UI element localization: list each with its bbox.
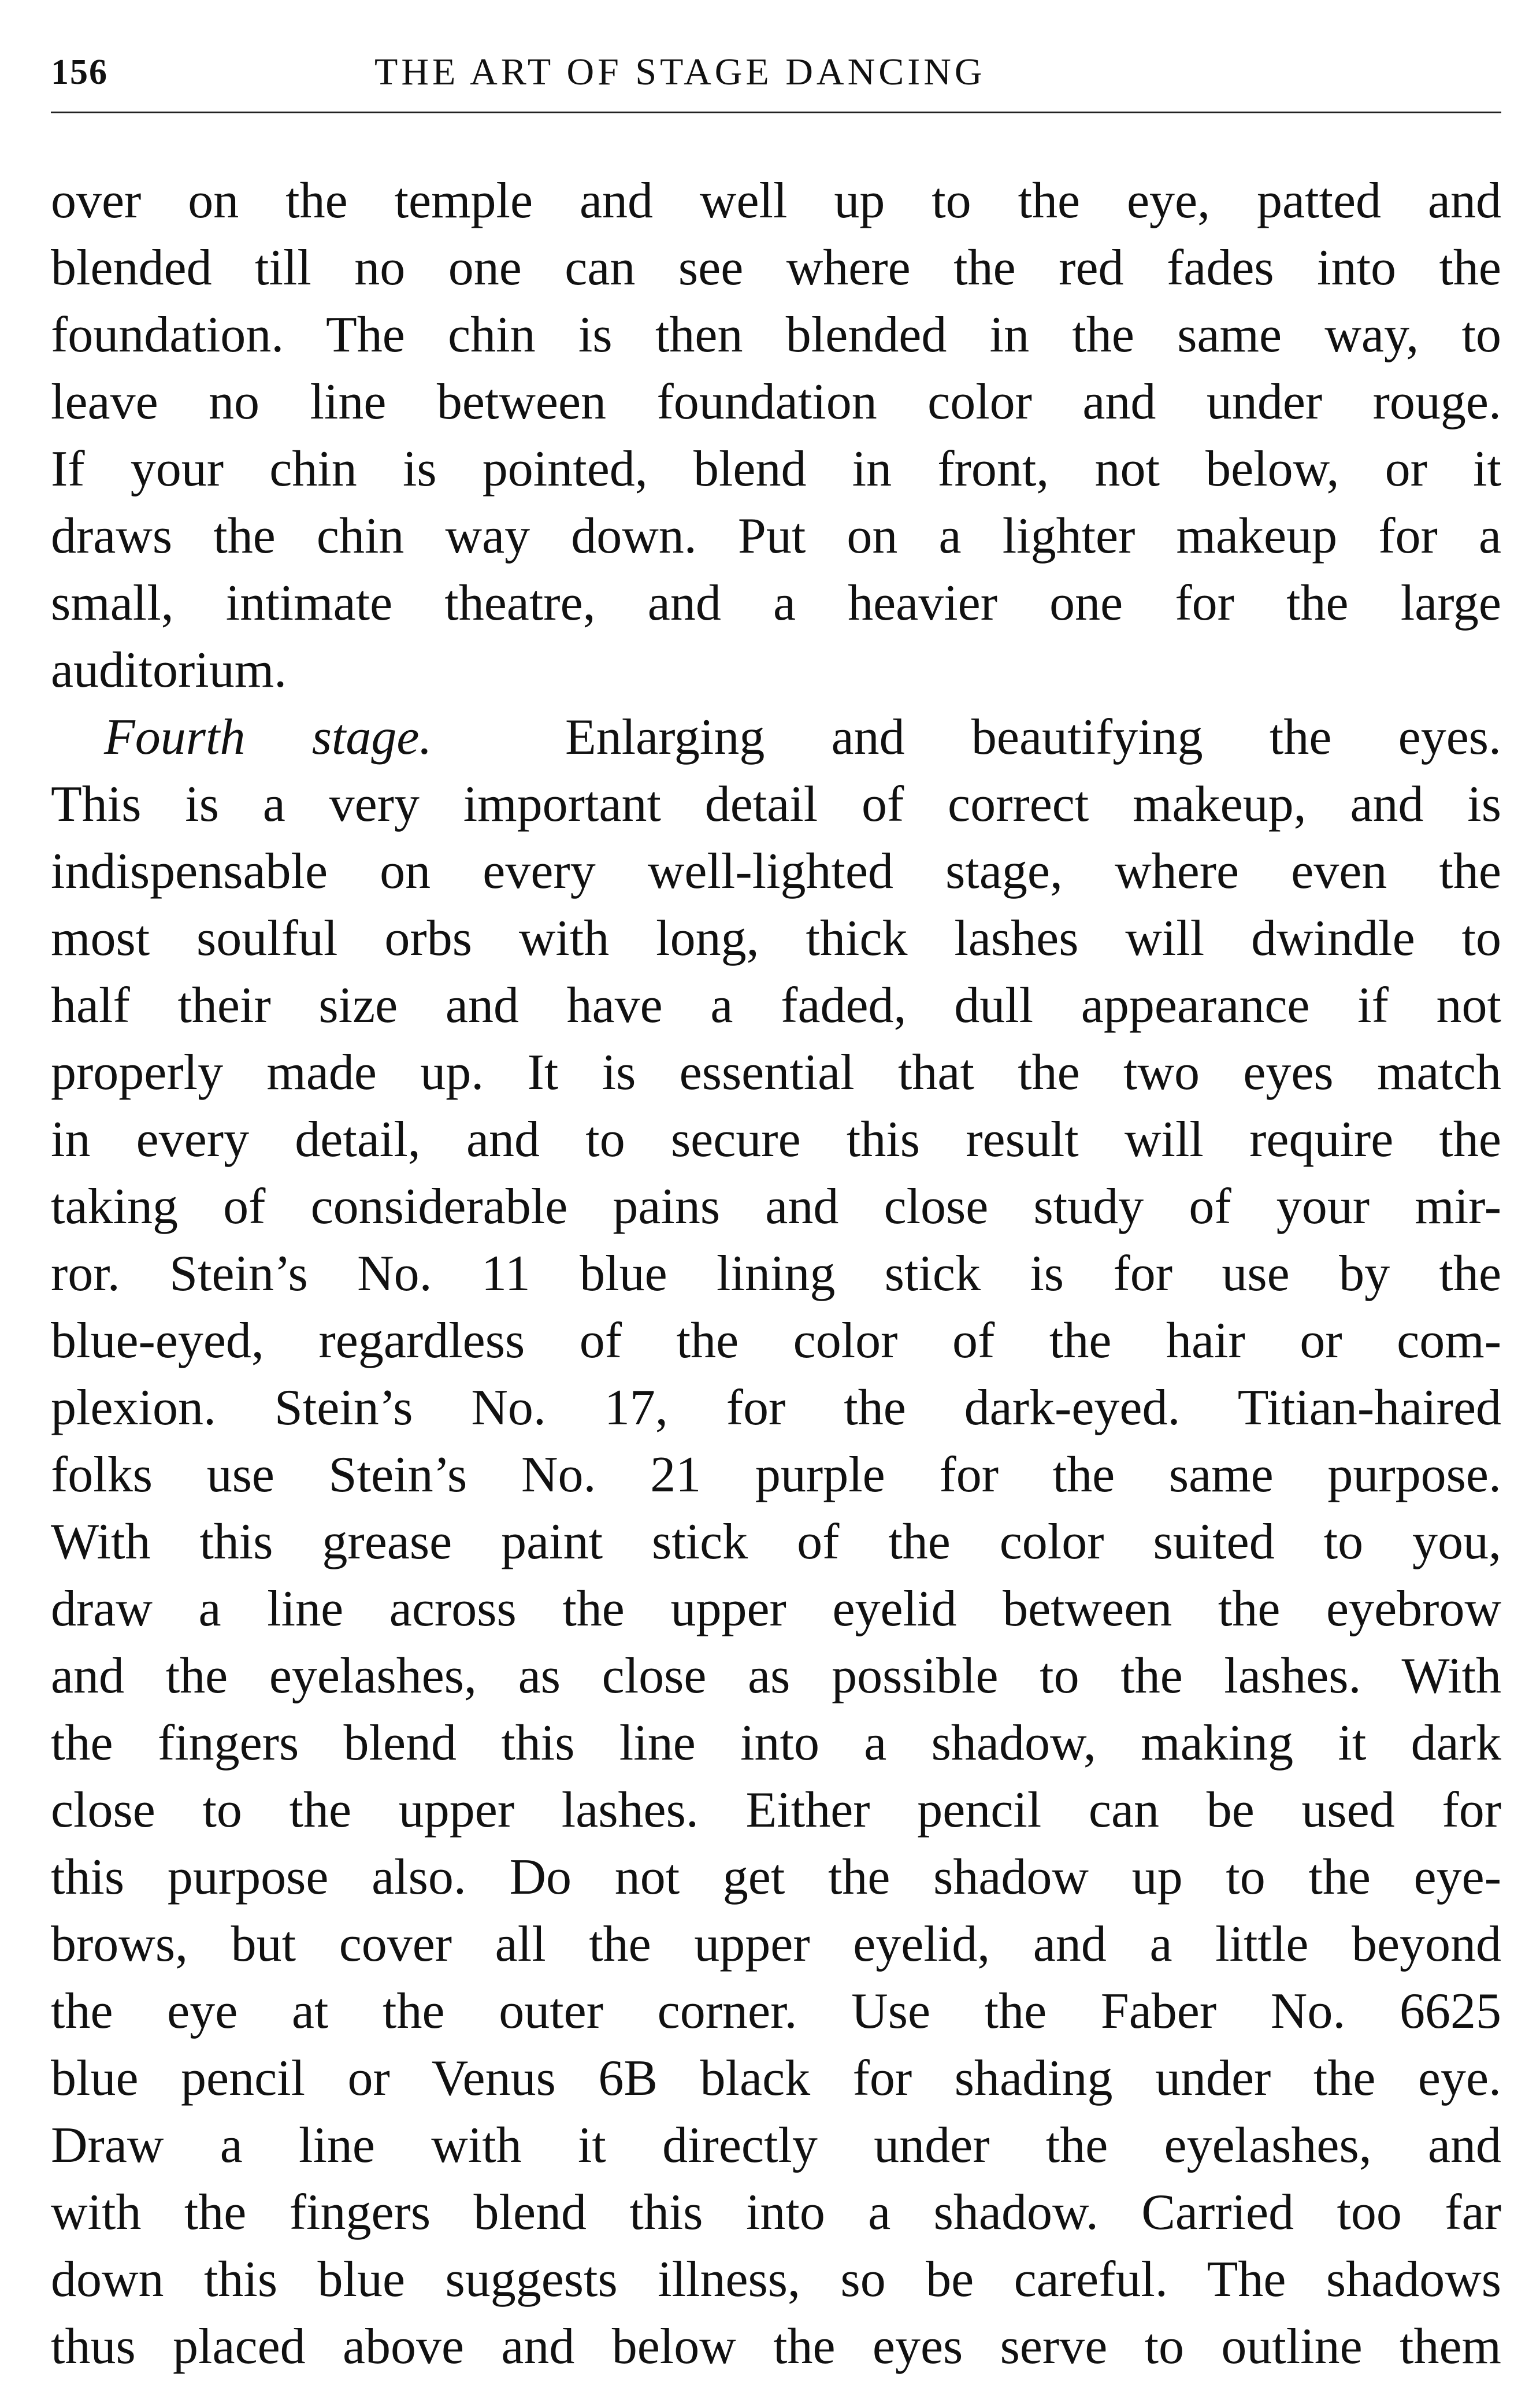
- text-line: taking of considerable pains and close study of your mir-: [51, 1179, 1501, 1235]
- text-line: plexion. Stein’s No. 17, for the dark-eyed. Titian-haired: [51, 1380, 1501, 1436]
- section-line-text: Enlarging and beautifying the eyes.: [565, 709, 1502, 765]
- text-line: Draw a line with it directly under the eyelashes, and: [51, 2117, 1501, 2173]
- text-line: with the fingers blend this into a shadow. Carried too far: [51, 2184, 1501, 2241]
- text-line: draw a line across the upper eyelid between the eyebrow: [51, 1581, 1501, 1637]
- section-label: Fourth stage.: [104, 709, 432, 765]
- text-line: ror. Stein’s No. 11 blue lining stick is for use by the: [51, 1246, 1501, 1302]
- text-line: in every detail, and to secure this result will require the: [51, 1112, 1501, 1168]
- text-line: the fingers blend this line into a shadow, making it dark: [51, 1715, 1501, 1771]
- text-line: indispensable on every well-lighted stage, where even the: [51, 843, 1501, 899]
- text-line: If your chin is pointed, blend in front, not below, or it: [51, 441, 1501, 497]
- body-text: [51, 168, 1501, 2380]
- running-head: [51, 40, 1501, 104]
- text-line: With this grease paint stick of the color suited to you,: [51, 1514, 1501, 1570]
- page-number: 156: [51, 53, 108, 92]
- text-line: small, intimate theatre, and a heavier one for the large: [51, 575, 1501, 631]
- text-line: this purpose also. Do not get the shadow up to the eye-: [51, 1849, 1501, 1905]
- text-line: draws the chin way down. Put on a lighter makeup for a: [51, 508, 1501, 564]
- text-line: down this blue suggests illness, so be careful. The shadows: [51, 2251, 1501, 2308]
- text-line: most soulful orbs with long, thick lashes will dwindle to: [51, 910, 1501, 966]
- text-line: leave no line between foundation color and under rouge.: [51, 374, 1501, 430]
- text-line: blue-eyed, regardless of the color of the hair or com-: [51, 1313, 1501, 1369]
- paragraph-first-line: [51, 704, 1501, 771]
- text-line: and the eyelashes, as close as possible to the lashes. With: [51, 1648, 1501, 1704]
- text-line: blue pencil or Venus 6B black for shading under the eye.: [51, 2050, 1501, 2106]
- text-line: auditorium.: [51, 642, 287, 698]
- text-line: blended till no one can see where the red fades into the: [51, 240, 1501, 296]
- book-title: THE ART OF STAGE DANCING: [374, 51, 986, 93]
- text-line: properly made up. It is essential that the two eyes match: [51, 1045, 1501, 1101]
- text-line: brows, but cover all the upper eyelid, and a little beyond: [51, 1916, 1501, 1972]
- text-line: the eye at the outer corner. Use the Faber No. 6625: [51, 1983, 1501, 2039]
- header-rule: [51, 112, 1501, 113]
- text-line: This is a very important detail of correct makeup, and is: [51, 776, 1501, 832]
- text-line: foundation. The chin is then blended in the same way, to: [51, 307, 1501, 363]
- text-line: folks use Stein’s No. 21 purple for the same purpose.: [51, 1447, 1501, 1503]
- text-line: close to the upper lashes. Either pencil can be used for: [51, 1782, 1501, 1838]
- text-line: half their size and have a faded, dull appearance if not: [51, 977, 1501, 1034]
- text-line: thus placed above and below the eyes serve to outline them: [51, 2319, 1501, 2375]
- text-line: over on the temple and well up to the eye, patted and: [51, 173, 1501, 229]
